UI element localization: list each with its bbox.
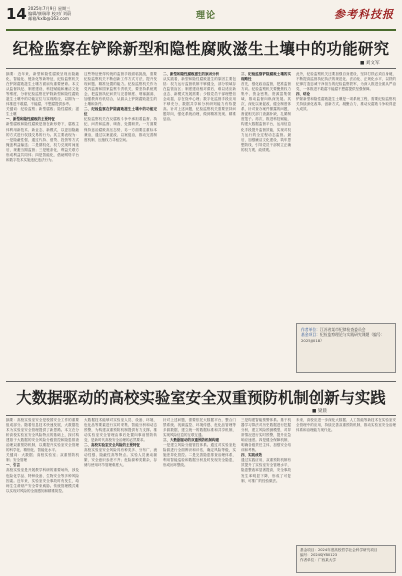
article2-paragraph: 大数据技术能够对实验室人员、设备、环境、危化品等要素进行实时采集、智能分析和动态预警，为构建双重预防机制提供有力支撑。推动实验室安全管理由事后处置向事前预防转变，是新时代高校安全治理的必然要求。 — [84, 418, 157, 443]
article-divider — [6, 381, 396, 382]
article2-column-4 — [241, 418, 291, 574]
article1-column-1 — [6, 72, 79, 380]
article2-subhead-3: 三、大数据驱动的双重预防机制构建 — [163, 438, 219, 443]
page-number: 14 — [6, 5, 27, 23]
fund-text: 纪检监察理论与实践研究课题（编号：2025JJ018） — [301, 332, 385, 343]
article1-paragraph: 铲除新型和隐性腐败滋生土壤是一项系统工程，需要纪检监察机关持续深化改革、创新方式、凝聚合力，推动反腐败斗争取得更大成效。 — [296, 97, 396, 112]
article2-paragraph: 一是建立风险分级管控体系。通过对实验室危险源进行全面辨识和评估，确定风险等级，实施差异化管控。二是完善隐患排查治理体系，利用智能巡检和数据分析及时发现安全隐患，形成闭环整改。 — [163, 443, 236, 468]
article2-subhead-2: 二、高校实验室安全风险的主要特征 — [84, 443, 140, 448]
article1-paragraph: 从实践看，新型和隐性腐败滋生的原因主要包括：权力运行监督机制不够健全，部分领域存在监管盲区；制度建设相对滞后，难以适应新业态、新模式发展需要；少数党员干部理想信念动摇，存在侥幸心理；数字化监督手段应用不够充分，数据共享和分析研判能力有待提高。针对上述问题，纪检监察机关需要坚持问题导向，强化系统治理，做到精准发现、精准惩治。 — [163, 77, 236, 122]
date-line: 2025年7月9日 星期三 — [28, 6, 71, 11]
article2-byline: ■ 梁晨 — [312, 409, 327, 414]
article1-title: 纪检监察在铲除新型和隐性腐败滋生土壤中的功能研究 — [12, 40, 390, 58]
article2-keywords: 关键词：大数据；高校实验室；双重预防机制；安全管理 — [6, 453, 79, 463]
article1-byline: ■ 刘文军 — [360, 61, 380, 66]
article2-paragraph: 高校实验室是开展教学科研的重要场所，涉及危险化学品、特种设备、生物安全等多种风险因素。近年来，实验室安全事故时有发生，给师生生命财产安全带来威胁。传统管理模式难以实现对风险的全面感知和精准防控。 — [6, 468, 79, 493]
article1-subhead-2: 二、纪检监察在铲除腐败滋生土壤中的功能定位 — [84, 107, 157, 117]
article1-column-2 — [84, 72, 157, 380]
author-org: 作者单位：广西某大学 — [300, 557, 336, 562]
article2-paragraph: 通过实践应用，双重预防机制有效提升了实验室安全管理水平，隐患整改率显著提高，安全事故发生率明显下降，形成了可复制、可推广的经验做法。 — [241, 458, 291, 483]
fund-text: 基金项目：2024年度高校哲学社会科学研究项目 — [300, 548, 378, 552]
article1-column-3 — [163, 72, 236, 380]
article1-subhead-3: 二、新型和隐性腐败滋生的原因分析 — [163, 72, 219, 76]
article1-info-box — [296, 323, 396, 373]
header-rule — [6, 29, 396, 31]
article1-column-4 — [241, 72, 291, 380]
fund-number: 编号：2024SJYB0123 — [300, 552, 338, 557]
article2-paragraph: 高校实验室安全风险具有种类多、分布广、流动性强、隐蔽性高等特点。实验人员流动频繁，安全意识参差不齐；危险源种类繁杂，存储与使用环节管理难度大。 — [84, 448, 157, 468]
article2-paragraph: 未来，高校应进一步深化大数据、人工智能等新技术在实验室安全管理中的应用，持续完善双重预防机制，推动实验室安全治理体系和治理能力现代化。 — [296, 418, 396, 433]
editor-line: 编辑/康瑞琼 校对/ 刘蔚 — [28, 11, 72, 17]
article1-paragraph: 首先，强化政治监督，把准监督方向。纪检监察机关要聚焦权力集中、资金密集、资源富集领域，推动监督向纵深发展。其次，深化以案促改，健全制度体系，针对查办案件暴露的问题，督促相关部门查漏补缺，扎紧制度笼子。再次，推进科技赋能，构建大数据监督平台，运用信息化手段提升监督效能，实现对权力运行的全过程动态监督。最后，加强廉洁文化建设，筑牢思想防线，引导党员干部树立正确的权力观、政绩观。 — [241, 82, 291, 152]
article2-column-1 — [6, 418, 79, 574]
article2-paragraph: 针对上述问题，需要依托大数据平台，整合门禁系统、视频监控、环境传感、危化品管理等多源数据，建立统一的数据标准和共享机制，实现风险信息的互联互通。 — [163, 418, 236, 438]
article1-column-5 — [296, 72, 396, 320]
author-org: 江苏省某市纪律检查委员会 — [319, 327, 366, 332]
article2-title-rule — [6, 415, 396, 416]
article2-title: 大数据驱动的高校实验室安全双重预防机制创新与实践 — [16, 389, 386, 407]
article2-info-box — [296, 545, 396, 573]
article1-subhead-5: 四、结论 — [296, 92, 310, 97]
article2-subhead-4: 四、实践成效 — [241, 453, 262, 458]
article2-paragraph: 三是构建智能预警体系。基于机器学习算法对历史数据进行挖掘分析，建立风险预测模型，对异常情况进行实时预警，提升应急响应速度。四是健全保障机制，明确各级责任主体，加强安全培训和考核。 — [241, 418, 291, 453]
author-label: 作者单位： — [301, 327, 320, 332]
article1-paragraph: 纪检监察机关在反腐败斗争中承担着监督、执纪、问责和监督、调查、处置职责。一方面要保持惩治腐败高压态势，另一方面要注重标本兼治，通过以案促改、以案促治，推动完善制度机制，压缩权力寻租空间。 — [84, 117, 157, 142]
email-line: 邮箱/kxlb@163.com — [28, 16, 69, 22]
article1-subhead-4: 三、纪检监察铲除腐败土壤的实现路径 — [241, 72, 291, 82]
page-header — [6, 5, 396, 27]
article1-paragraph: 新型腐败和隐性腐败是指在新形势下，腐败主体利用新技术、新业态、新模式，以更加隐蔽的方式进行权钱交易的行为。其主要表现为：一是隐蔽性强，通过代持、借贷、投资等方式掩盖利益输送；二是期权化，权力兑现时间延后，规避当期监督；三是链条化，利益关联方形成利益共同体；四是智能化，借助网络平台和数字技术实施违纪违法行为。 — [6, 122, 79, 162]
article2-column-2 — [84, 418, 157, 574]
article1-subhead-1: 一、新型和隐性腐败的主要特征 — [6, 117, 55, 122]
article1-keywords: 关键词：纪检监察；新型腐败；隐性腐败；滋生土壤 — [6, 107, 79, 117]
article2-column-3 — [163, 418, 236, 574]
article1-paragraph: 此外，纪检监察机关还要加强自身建设，坚持打铁必须自身硬，不断提高监督执纪执法的规范化、法治化、正规化水平，以铁的纪律打造忠诚干净担当的纪检监察铁军，为深入推进全面从严治党、一体推进不敢腐不能腐不想腐提供坚强保障。 — [296, 72, 396, 92]
article1-paragraph: 这些特征使得传统的监督手段面临挑战，需要纪检监察机关不断创新工作方式方法，提升发现问题、精准处置的能力。纪检监察机关作为党内监督和国家监察专责机关，要坚持系统观念，把监督执纪问责与完善制度、堵塞漏洞、加强教育有机结合，从源头上铲除腐败滋生的土壤和条件。 — [84, 72, 157, 107]
article1-title-rule — [6, 68, 396, 69]
fund-label: 基金项目： — [301, 332, 320, 338]
masthead-logo: 参考科技报 — [334, 8, 394, 21]
article2-column-5 — [296, 418, 396, 542]
header-meta — [28, 6, 71, 22]
section-name: 理论 — [196, 11, 217, 21]
article2-subhead-1: 一、引言 — [6, 463, 20, 468]
article2-abstract: 摘要：高校实验室安全是校园安全工作的重要组成部分。随着信息技术快速发展，大数据技术为实验室安全管理提供了新思路。本文在分析高校实验室安全风险特点的基础上，探讨构建基于大数据的安全风险分级管控和隐患排查治理双重预防机制，以期提升实验室安全管理的科学化、精细化、智能化水平。 — [6, 418, 79, 453]
article1-abstract: 摘要：近年来，新型和隐性腐败呈现出隐蔽化、智能化、链条化等新特征，纪检监察机关在铲除腐败滋生土壤方面肩负重要使命。本文从监督执纪、制度建设、科技赋能和廉洁文化等维度，分析纪检监察在铲除新型和隐性腐败滋生土壤中的功能定位与实现路径，以期为一体推进不敢腐、不能腐、不想腐提供参考。 — [6, 72, 79, 107]
